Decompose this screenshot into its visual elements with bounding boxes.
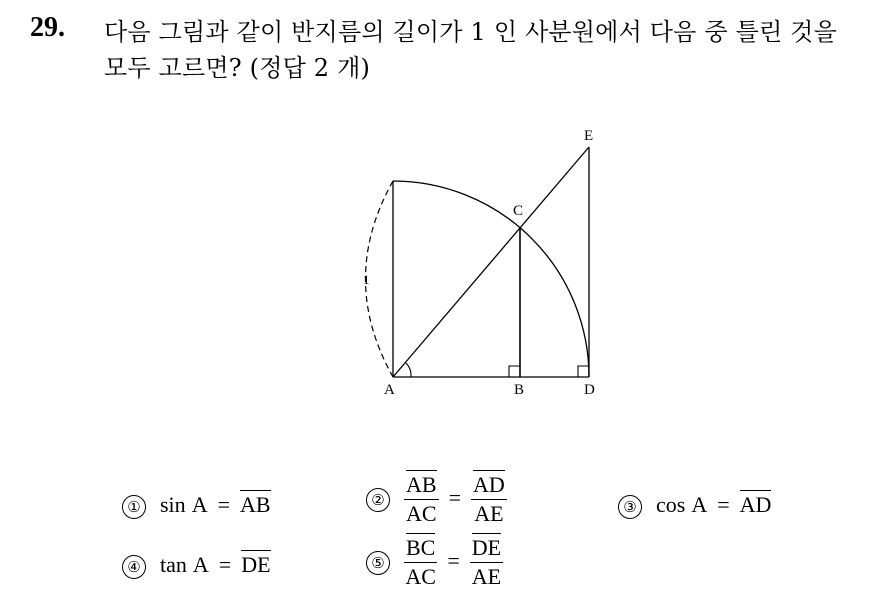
option-3-arg: A <box>691 492 708 517</box>
option-2-marker: ② <box>366 488 390 512</box>
option-2-rhs-den: AE <box>474 501 504 526</box>
option-3[interactable] <box>618 492 771 519</box>
question-number: 29. <box>30 12 65 43</box>
segment-AE <box>393 147 589 377</box>
option-5-lhs-den: AC <box>405 564 436 589</box>
option-1-fn: sin <box>160 492 186 517</box>
right-angle-D <box>578 366 589 377</box>
option-4[interactable] <box>122 552 271 579</box>
option-4-rhs: DE <box>241 552 271 577</box>
option-5[interactable] <box>366 535 503 590</box>
option-1[interactable] <box>122 492 271 519</box>
option-5-marker: ⑤ <box>366 551 390 575</box>
option-2-rhs-fraction <box>471 472 507 527</box>
label-D: D <box>584 382 595 398</box>
option-4-fn: tan <box>160 552 187 577</box>
option-3-marker: ③ <box>618 495 642 519</box>
question-line-2: 모두 고르면? (정답 2 개) <box>104 54 371 82</box>
option-5-eq: = <box>447 547 460 573</box>
option-3-eq: = <box>717 492 730 517</box>
radius-dashed-arc <box>366 181 394 377</box>
option-2-lhs-num: AB <box>406 472 437 497</box>
label-A: A <box>384 382 395 398</box>
option-1-marker: ① <box>122 495 146 519</box>
label-B: B <box>514 382 525 398</box>
option-2[interactable] <box>366 472 507 527</box>
label-C: C <box>513 203 524 219</box>
option-2-lhs-fraction <box>404 472 439 527</box>
option-5-rhs-num: DE <box>471 535 502 560</box>
label-radius: 1 <box>363 272 370 287</box>
option-3-fn: cos <box>656 492 686 517</box>
option-5-lhs-num: BC <box>406 535 436 560</box>
quarter-circle-diagram <box>352 118 622 403</box>
option-1-eq: = <box>217 492 230 517</box>
option-2-eq: = <box>448 484 461 510</box>
question-line-1: 다음 그림과 같이 반지름의 길이가 1 인 사분원에서 다음 중 틀린 것을 <box>104 18 837 46</box>
option-5-rhs-fraction <box>470 535 503 590</box>
option-5-rhs-den: AE <box>471 564 502 589</box>
right-angle-B <box>509 366 520 377</box>
option-2-rhs-num: AD <box>472 472 505 497</box>
question-text <box>104 14 837 86</box>
option-3-rhs: AD <box>739 492 772 517</box>
option-4-arg: A <box>192 552 209 577</box>
label-E: E <box>584 128 594 144</box>
angle-A-arc <box>406 363 411 377</box>
option-4-eq: = <box>218 552 232 577</box>
quarter-arc <box>393 181 589 377</box>
option-2-lhs-den: AC <box>406 501 437 526</box>
option-1-rhs: AB <box>240 492 271 517</box>
option-5-lhs-fraction <box>404 535 437 590</box>
option-1-arg: A <box>191 492 208 517</box>
option-4-marker: ④ <box>122 555 146 579</box>
